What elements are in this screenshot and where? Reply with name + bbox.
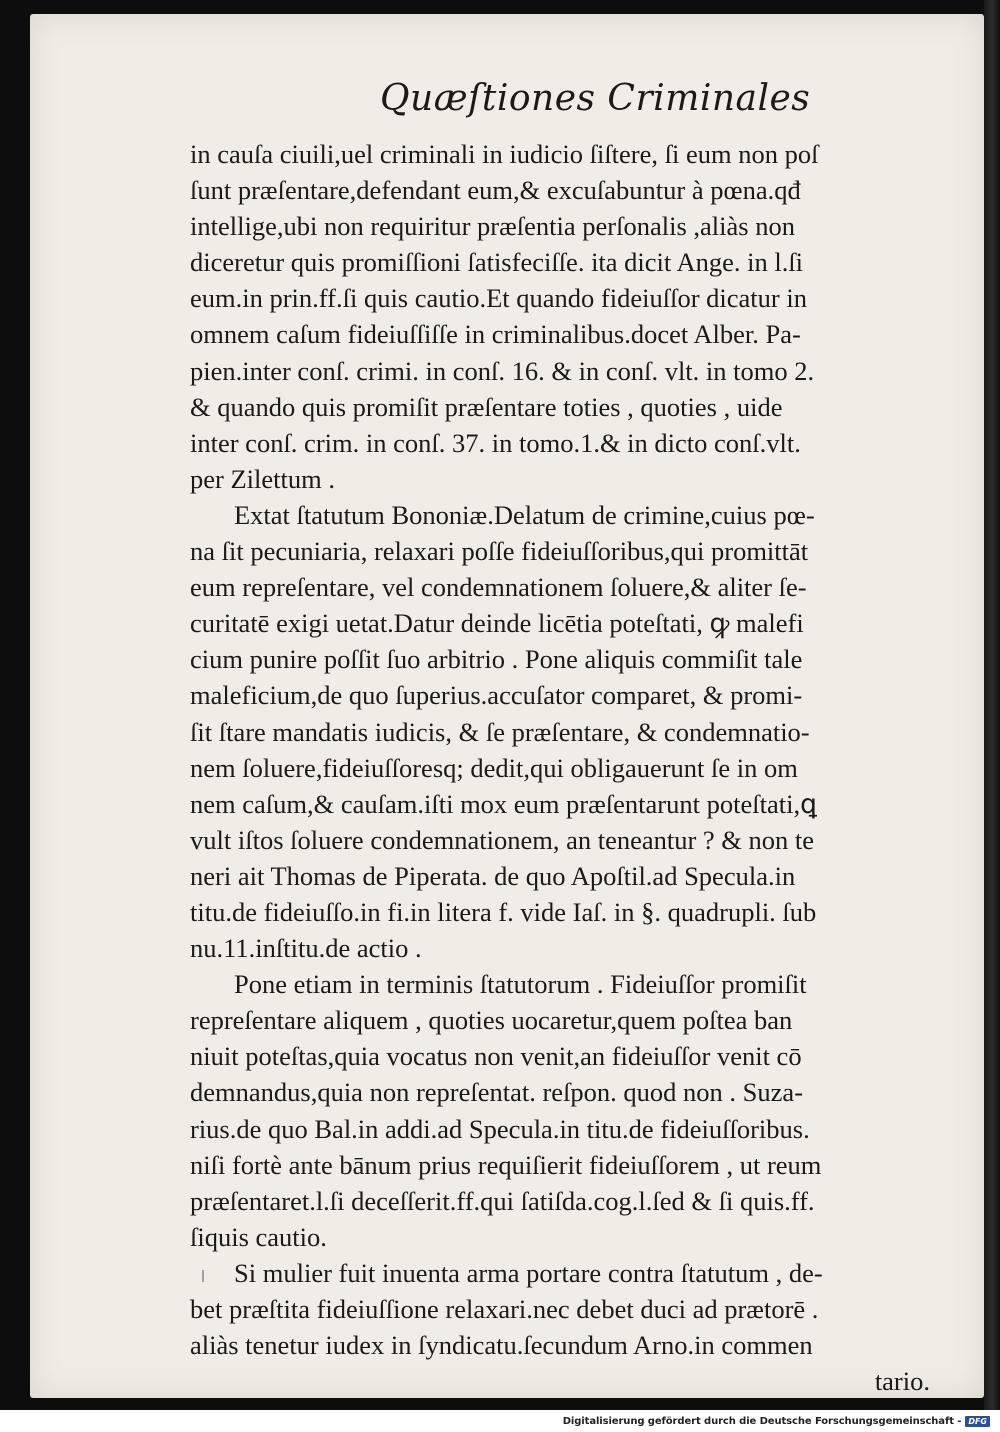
page-body-text — [190, 136, 950, 1399]
text-line: Extat ſtatutum Bononiæ.Delatum de crimine,cuius pœ- — [234, 499, 815, 530]
text-line: inter conſ. crim. in conſ. 37. in tomo.1.& in dicto conſ.vlt. — [190, 427, 801, 458]
text-line: rius.de quo Bal.in addi.ad Specula.in titu.de fideiuſſoribus. — [190, 1113, 810, 1144]
text-line: eum repreſentare, vel condemnationem ſoluere,& aliter ſe- — [190, 572, 807, 603]
text-line: vult iſtos ſoluere condemnationem, an teneantur ? & non te — [190, 824, 815, 855]
attribution-bar — [0, 1410, 1000, 1432]
text-line: præſentaret.l.ſi deceſſerit.ff.qui ſatiſda.cog.l.ſed & ſi quis.ff. — [190, 1185, 815, 1216]
text-line: per Zilettum . — [190, 463, 335, 494]
text-line: pien.inter conſ. crimi. in conſ. 16. & in conſ. vlt. in tomo 2. — [190, 355, 815, 386]
text-line: niſi fortè ante bānum prius requiſierit fideiuſſorem , ut reum — [190, 1149, 822, 1180]
text-line: tario. — [874, 1366, 930, 1397]
text-line: titu.de fideiuſſo.in fi.in litera f. vide Iaſ. in §. quadrupli. ſub — [190, 896, 817, 927]
text-line: eum.in prin.ff.ſi quis cautio.Et quando fideiuſſor dicatur in — [190, 283, 807, 314]
text-line: diceretur quis promiſſioni ſatisfeciſſe. ita dicit Ange. in l.ſi — [190, 247, 804, 278]
text-line: bet præſtita fideiuſſione relaxari.nec debet duci ad prætorē . — [190, 1294, 819, 1324]
text-line: nem ſoluere,fideiuſſoresq; dedit,qui obligauerunt ſe in om — [190, 752, 798, 783]
dfg-logo-icon: DFG — [965, 1416, 990, 1427]
text-line: ſunt præſentare,defendant eum,& excuſabuntur à pœna.qđ — [190, 175, 801, 206]
text-line: cium punire poſſit ſuo arbitrio . Pone aliquis commiſit tale — [190, 644, 803, 675]
ink-mark — [202, 1270, 204, 1282]
text-line: nem caſum,& cauſam.iſti mox eum præſentarunt poteſtati,ꝗ — [190, 788, 817, 819]
text-line: Pone etiam in terminis ſtatutorum . Fideiuſſor promiſit — [234, 969, 807, 1000]
text-line: & quando quis promiſit præſentare toties , quoties , uide — [190, 391, 783, 422]
text-line: nu.11.inſtitu.de actio . — [190, 933, 422, 964]
text-line: aliàs tenetur iudex in ſyndicatu.ſecundum Arno.in commen — [190, 1330, 813, 1361]
text-line: na ſit pecuniaria, relaxari poſſe fideiuſſoribus,qui promittāt — [190, 536, 809, 567]
text-line: demnandus,quia non repreſentat. reſpon. quod non . Suza- — [190, 1077, 804, 1108]
text-line: intellige,ubi non requiritur præſentia perſonalis ,aliàs non — [190, 211, 795, 242]
book-binding-edge — [984, 0, 1000, 1410]
text-line: omnem caſum fideiuſſiſſe in criminalibus.docet Alber. Pa- — [190, 319, 801, 350]
text-line: ſit ſtare mandatis iudicis, & ſe præſentare, & condemnatio- — [190, 716, 810, 747]
text-line: maleficium,de quo ſuperius.accuſator comparet, & promi- — [190, 680, 803, 711]
text-line: repreſentare aliquem , quoties uocaretur,quem poſtea ban — [190, 1005, 793, 1036]
text-line: in cauſa ciuili,uel criminali in iudicio ſiſtere, ſi eum non poſ — [190, 139, 819, 169]
text-line: neri ait Thomas de Piperata. de quo Apoſtil.ad Specula.in — [190, 860, 796, 891]
funding-notice: Digitalisierung gefördert durch die Deutsche Forschungsgemeinschaft - — [562, 1415, 962, 1427]
text-line: niuit poteſtas,quia vocatus non venit,an fideiuſſor venit cō — [190, 1041, 802, 1072]
text-line: curitatē exigi uetat.Datur deinde licētia poteſtati, ꝙ malefi — [190, 608, 804, 639]
text-line: Si mulier fuit inuenta arma portare contra ſtatutum , de- — [234, 1257, 823, 1288]
running-head: Quæſtiones Criminales — [380, 78, 811, 119]
text-line: ſiquis cautio. — [190, 1221, 327, 1252]
